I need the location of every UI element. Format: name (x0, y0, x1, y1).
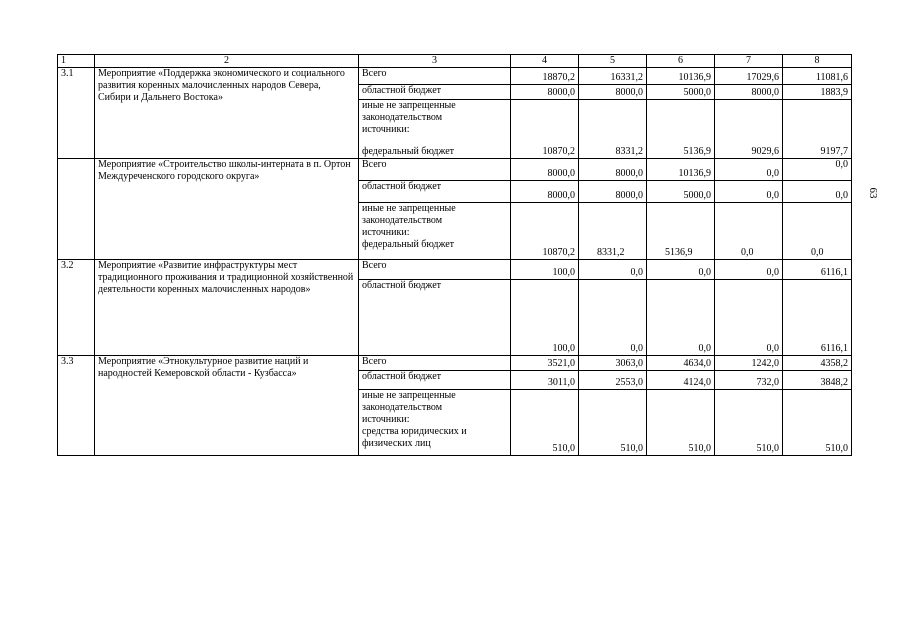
value-cell: 10870,2 (511, 203, 579, 260)
table-row (58, 159, 852, 181)
budget-table (57, 54, 852, 456)
value-cell: 2553,0 (579, 371, 647, 390)
label-line: физических лиц (362, 438, 431, 449)
value-cell: 510,0 (579, 390, 647, 456)
row-label: областной бюджет (359, 280, 511, 356)
label-line: иные не запрещенные (362, 203, 456, 214)
row-label: областной бюджет (359, 85, 511, 100)
value-cell: 3848,2 (783, 371, 852, 390)
value-cell: 510,0 (647, 390, 715, 456)
value-cell: 8000,0 (579, 85, 647, 100)
value-cell: 6116,1 (783, 260, 852, 280)
value-cell: 100,0 (511, 280, 579, 356)
value-cell: 10870,2 (511, 100, 579, 159)
header-cell: 1 (58, 55, 95, 68)
value-cell: 100,0 (511, 260, 579, 280)
value-cell: 5136,9 (647, 100, 715, 159)
header-cell: 6 (647, 55, 715, 68)
row-label: областной бюджет (359, 371, 511, 390)
value-cell: 732,0 (715, 371, 783, 390)
value-cell: 8000,0 (715, 85, 783, 100)
value-cell: 4124,0 (647, 371, 715, 390)
header-cell: 4 (511, 55, 579, 68)
label-line: законодательством (362, 215, 443, 226)
value-cell: 11081,6 (783, 68, 852, 85)
value-cell: 4634,0 (647, 356, 715, 371)
label-line: законодательством (362, 112, 443, 123)
page-number: 63 (867, 187, 879, 199)
table-row (58, 260, 852, 280)
value-cell: 9197,7 (783, 100, 852, 159)
value-cell: 0,0 (783, 181, 852, 203)
value-cell: 0,0 (783, 203, 852, 260)
value-cell: 510,0 (511, 390, 579, 456)
row-label: Всего (359, 260, 511, 280)
value-cell: 0,0 (579, 280, 647, 356)
row-label: Всего (359, 68, 511, 85)
section-number: 3.1 (58, 68, 95, 159)
section-number: 3.2 (58, 260, 95, 356)
value-cell: 0,0 (783, 159, 852, 181)
value-cell: 9029,6 (715, 100, 783, 159)
section-title: Мероприятие «Этнокультурное развитие наций и народностей Кемеровской области - Кузбасса» (95, 356, 359, 456)
header-cell: 8 (783, 55, 852, 68)
value-cell: 0,0 (647, 260, 715, 280)
header-cell: 3 (359, 55, 511, 68)
header-row (58, 55, 852, 68)
section-title: Мероприятие «Развитие инфраструктуры мест традиционного проживания и традиционной хозяйственной деятельности коренных малочисленных народов» (95, 260, 359, 356)
row-label-multiline (359, 100, 511, 159)
value-cell: 1883,9 (783, 85, 852, 100)
value-cell: 17029,6 (715, 68, 783, 85)
value-cell: 5000,0 (647, 181, 715, 203)
value-cell: 3063,0 (579, 356, 647, 371)
label-line: иные не запрещенные (362, 100, 456, 111)
value-cell: 8000,0 (511, 159, 579, 181)
value-cell: 0,0 (715, 203, 783, 260)
row-label: Всего (359, 356, 511, 371)
value-cell: 8000,0 (511, 85, 579, 100)
value-cell: 16331,2 (579, 68, 647, 85)
label-line: источники: (362, 124, 410, 135)
value-cell: 5000,0 (647, 85, 715, 100)
value-cell: 10136,9 (647, 159, 715, 181)
value-cell: 8000,0 (579, 159, 647, 181)
value-cell: 510,0 (783, 390, 852, 456)
header-cell: 2 (95, 55, 359, 68)
section-title: Мероприятие «Строительство школы-интерната в п. Ортон Междуреченского городского округа» (95, 159, 359, 260)
table-row (58, 68, 852, 85)
label-line: средства юридических и (362, 426, 467, 437)
value-cell: 8000,0 (511, 181, 579, 203)
value-cell: 8000,0 (579, 181, 647, 203)
value-cell: 18870,2 (511, 68, 579, 85)
value-cell: 510,0 (715, 390, 783, 456)
label-line: законодательством (362, 402, 443, 413)
value-cell: 0,0 (715, 181, 783, 203)
label-line: иные не запрещенные (362, 390, 456, 401)
value-cell: 3521,0 (511, 356, 579, 371)
table-row (58, 356, 852, 371)
value-cell: 0,0 (715, 260, 783, 280)
header-cell: 7 (715, 55, 783, 68)
label-line: федеральный бюджет (362, 146, 455, 157)
row-label-multiline (359, 390, 511, 456)
value-cell: 0,0 (579, 260, 647, 280)
row-label: Всего (359, 159, 511, 181)
value-cell: 0,0 (647, 280, 715, 356)
value-cell: 0,0 (715, 280, 783, 356)
row-label: областной бюджет (359, 181, 511, 203)
header-cell: 5 (579, 55, 647, 68)
value-cell: 5136,9 (647, 203, 715, 260)
label-line: источники: (362, 414, 410, 425)
value-cell: 0,0 (715, 159, 783, 181)
value-cell: 4358,2 (783, 356, 852, 371)
section-title: Мероприятие «Поддержка экономического и социального развития коренных малочисленных народов Севера, Сибири и Дальнего Востока» (95, 68, 359, 159)
label-line: источники: (362, 227, 410, 238)
value-cell: 6116,1 (783, 280, 852, 356)
label-line: федеральный бюджет (362, 239, 455, 250)
value-cell: 8331,2 (579, 203, 647, 260)
value-cell: 3011,0 (511, 371, 579, 390)
section-number: 3.3 (58, 356, 95, 456)
row-label-multiline (359, 203, 511, 260)
value-cell: 1242,0 (715, 356, 783, 371)
value-cell: 8331,2 (579, 100, 647, 159)
section-number (58, 159, 95, 260)
value-cell: 10136,9 (647, 68, 715, 85)
